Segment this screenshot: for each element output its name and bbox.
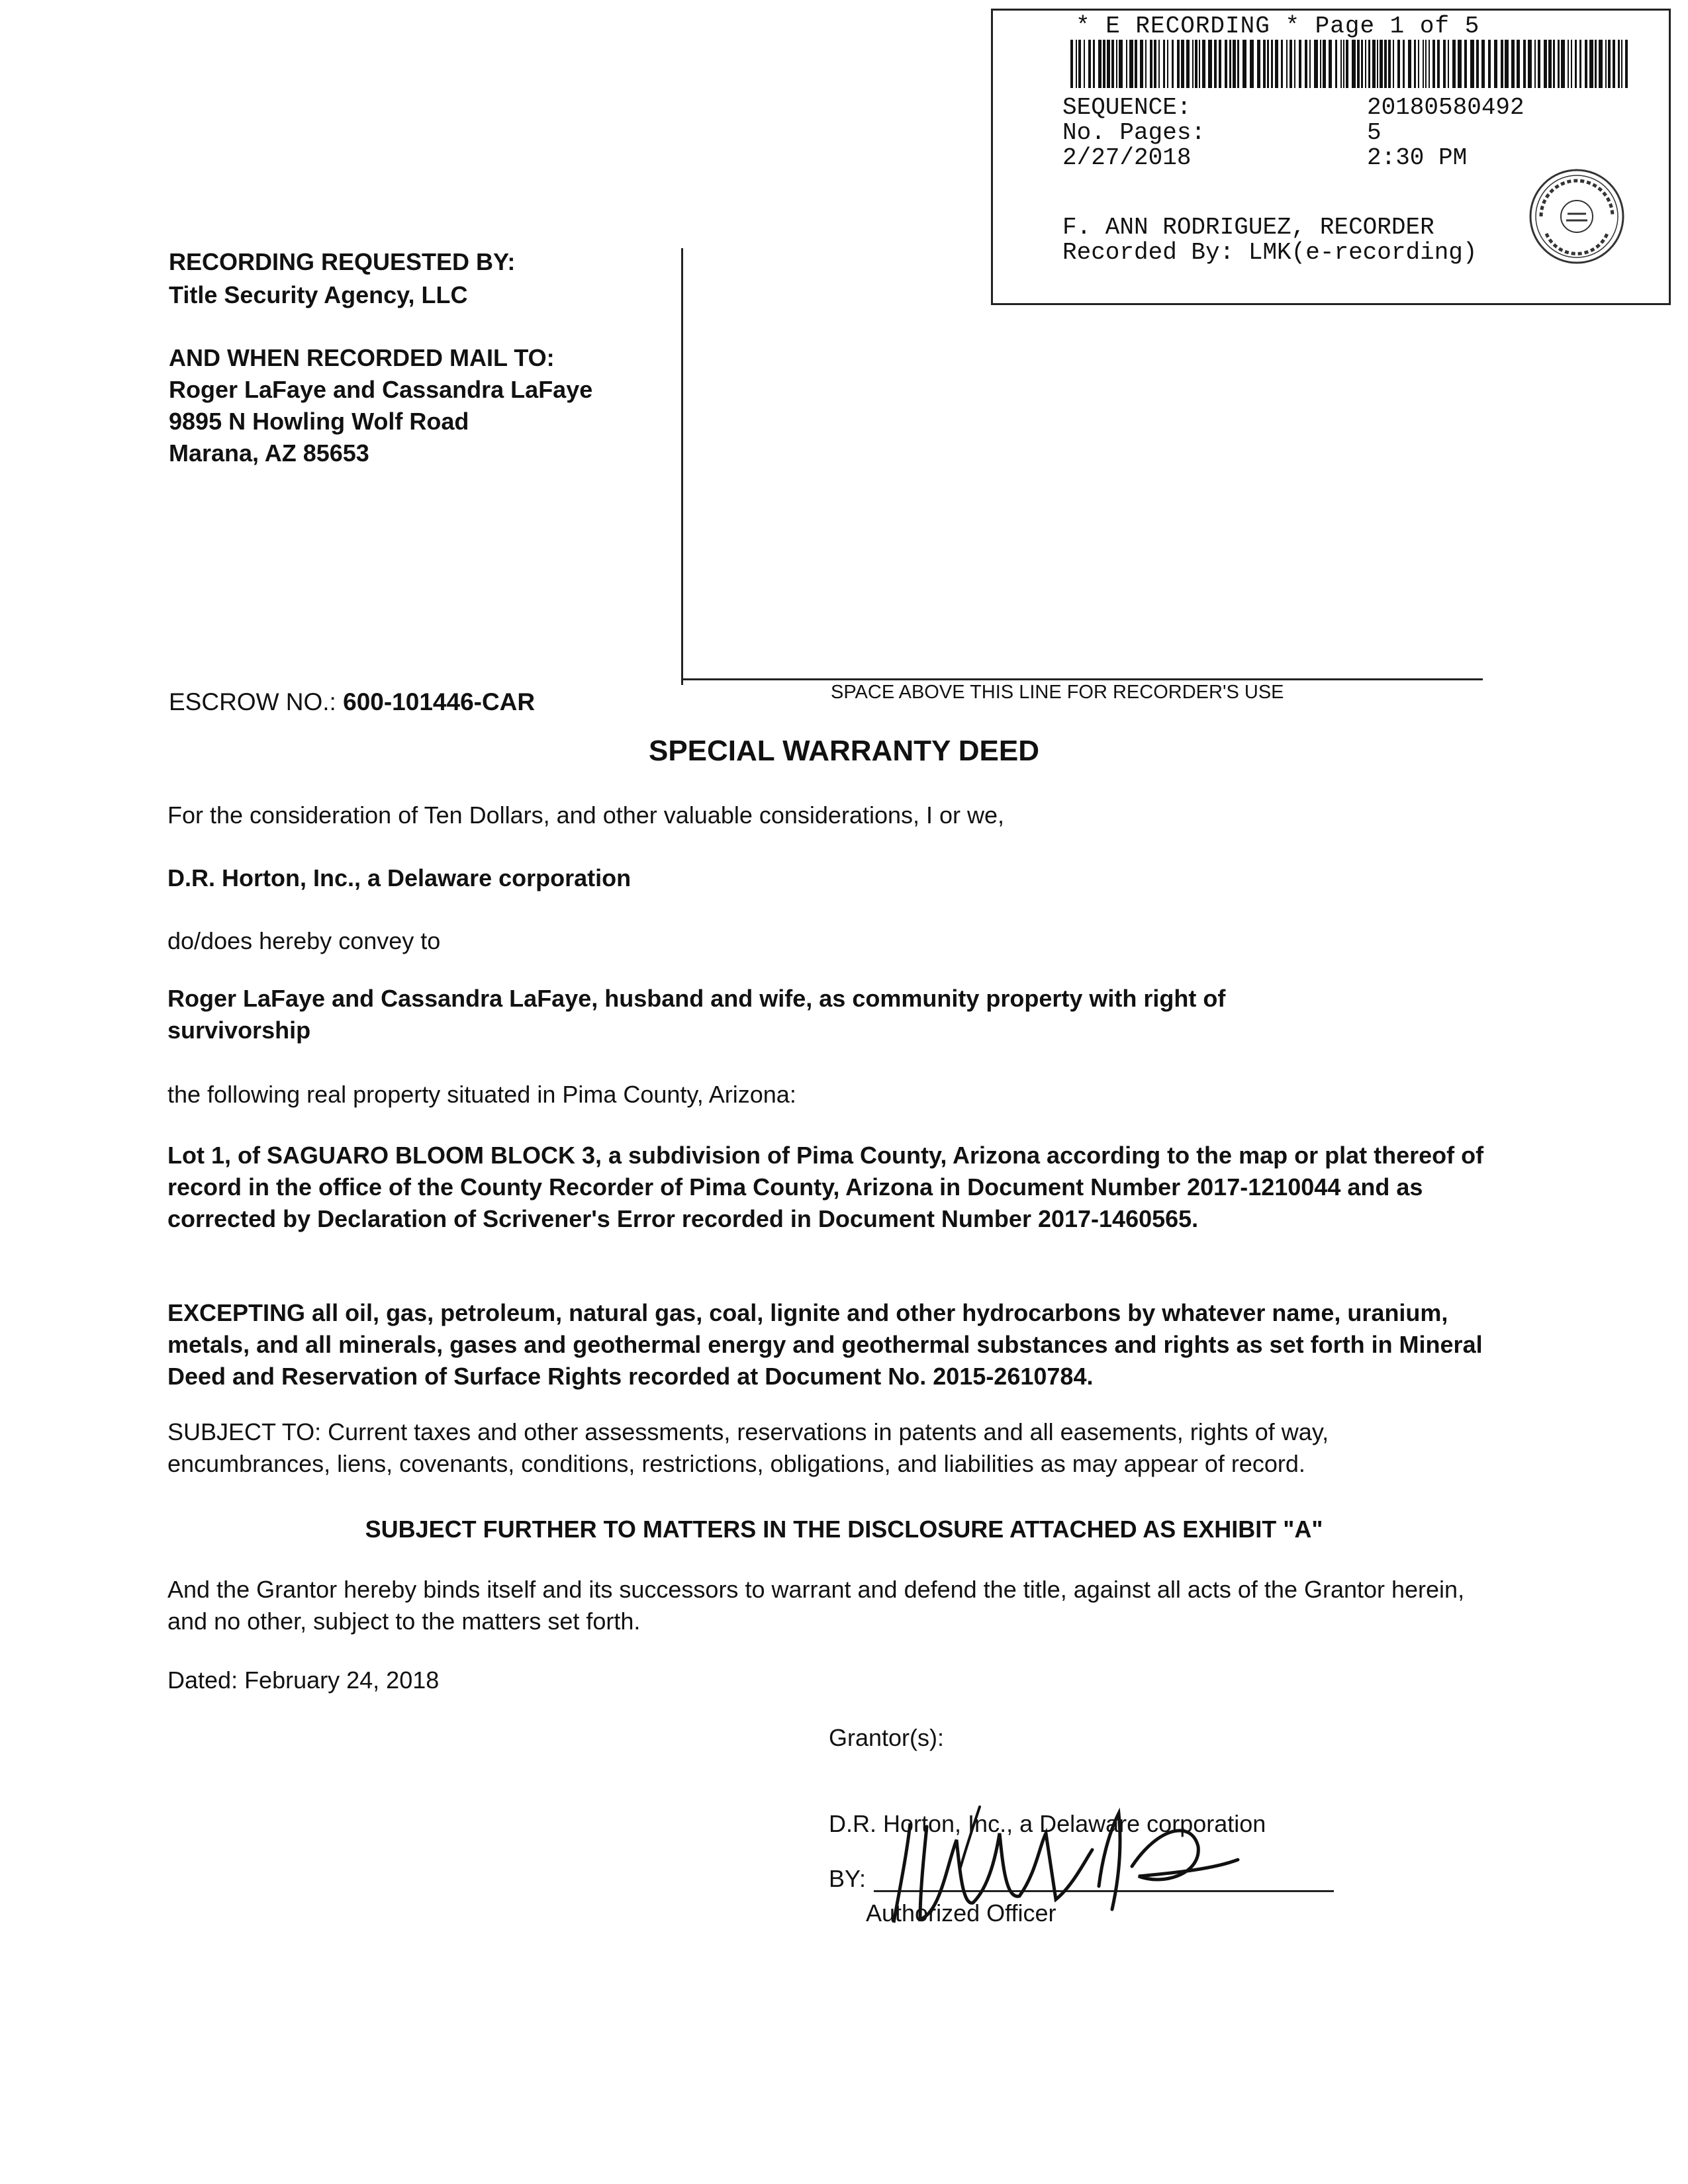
barcode-bar [1088, 40, 1091, 88]
barcode-bar [1267, 40, 1269, 88]
barcode-bar [1202, 40, 1205, 88]
barcode-bar [1384, 40, 1387, 88]
barcode-bar [1571, 40, 1572, 88]
recording-time: 2:30 PM [1367, 144, 1468, 171]
excepting-clause: EXCEPTING all oil, gas, petroleum, natural gas, coal, lignite and other hydrocarbons by whatever name, uranium, metals, and all minerals, gases and geothermal energy and geothermal substances and rights as set forth in Mineral Deed and Reservation of Surface Rights recorded at Document No. 2015-2610784. [167, 1299, 1483, 1390]
barcode-bar [1158, 40, 1160, 88]
barcode-bar [1281, 40, 1283, 88]
barcode-bar [1470, 40, 1474, 88]
barcode-bar [1414, 40, 1416, 88]
mail-to-city: Marana, AZ 85653 [169, 439, 369, 467]
barcode-bar [1605, 40, 1607, 88]
barcode-icon [1070, 40, 1630, 88]
barcode-bar [1452, 40, 1456, 88]
barcode-bar [1429, 40, 1430, 88]
barcode-bar [1585, 40, 1587, 88]
barcode-bar [1352, 40, 1356, 88]
recording-requested-label: RECORDING REQUESTED BY: [169, 248, 516, 275]
barcode-bar [1186, 40, 1190, 88]
barcode-bar [1343, 40, 1344, 88]
barcode-bar [1145, 40, 1147, 88]
barcode-bar [1305, 40, 1307, 88]
recording-header: * E RECORDING * Page 1 of 5 [1076, 13, 1480, 40]
barcode-bar [1225, 40, 1227, 88]
barcode-bar [1621, 40, 1622, 88]
barcode-bar [1323, 40, 1326, 88]
barcode-bar [1494, 40, 1497, 88]
barcode-bar [1208, 40, 1212, 88]
signature-grantor-name: D.R. Horton, Inc., a Delaware corporation [829, 1810, 1266, 1837]
divider-vertical [681, 248, 683, 685]
barcode-bar [1561, 40, 1565, 88]
barcode-bar [1314, 40, 1318, 88]
convey-clause: do/does hereby convey to [167, 927, 441, 954]
grantors-label: Grantor(s): [829, 1724, 945, 1751]
barcode-bar [1070, 40, 1073, 88]
barcode-bar [1443, 40, 1446, 88]
barcode-bar [1608, 40, 1611, 88]
barcode-bar [1517, 40, 1520, 88]
barcode-bar [1558, 40, 1560, 88]
barcode-bar [1294, 40, 1295, 88]
authorized-officer-label: Authorized Officer [866, 1899, 1056, 1927]
barcode-bar [1177, 40, 1180, 88]
barcode-bar [1618, 40, 1620, 88]
subject-further-clause: SUBJECT FURTHER TO MATTERS IN THE DISCLOSURE ATTACHED AS EXHIBIT "A" [365, 1516, 1323, 1543]
barcode-bar [1548, 40, 1552, 88]
barcode-bar [1448, 40, 1449, 88]
barcode-bar [1299, 40, 1301, 88]
barcode-bar [1437, 40, 1440, 88]
barcode-bar [1534, 40, 1536, 88]
escrow-label: ESCROW NO.: [169, 688, 336, 715]
mail-to-label: AND WHEN RECORDED MAIL TO: [169, 344, 555, 371]
barcode-bar [1219, 40, 1221, 88]
deed-title: SPECIAL WARRANTY DEED [648, 735, 1039, 767]
barcode-bar [1377, 40, 1378, 88]
barcode-bar [1135, 40, 1137, 88]
barcode-bar [1335, 40, 1337, 88]
barcode-bar [1625, 40, 1628, 88]
barcode-bar [1154, 40, 1156, 88]
barcode-bar [1575, 40, 1577, 88]
barcode-bar [1119, 40, 1123, 88]
barcode-bar [1199, 40, 1200, 88]
barcode-bar [1140, 40, 1143, 88]
barcode-bar [1107, 40, 1110, 88]
barcode-bar [1388, 40, 1391, 88]
barcode-bar [1309, 40, 1311, 88]
barcode-bar [1172, 40, 1174, 88]
barcode-bar [1501, 40, 1503, 88]
sequence-label: SEQUENCE: [1062, 94, 1192, 121]
dated: Dated: February 24, 2018 [167, 1666, 440, 1694]
recording-requested-value: Title Security Agency, LLC [169, 281, 468, 308]
barcode-bar [1380, 40, 1383, 88]
recorder-name: F. ANN RODRIGUEZ, RECORDER [1062, 214, 1434, 241]
barcode-bar [1116, 40, 1117, 88]
barcode-bar [1599, 40, 1603, 88]
barcode-bar [1357, 40, 1360, 88]
barcode-bar [1505, 40, 1509, 88]
recorded-by: Recorded By: LMK(e-recording) [1062, 239, 1477, 266]
barcode-bar [1214, 40, 1217, 88]
barcode-bar [1289, 40, 1292, 88]
barcode-bar [1511, 40, 1515, 88]
barcode-bar [1346, 40, 1348, 88]
barcode-bar [1250, 40, 1254, 88]
grantees: Roger LaFaye and Cassandra LaFaye, husband and wife, as community property with right of survivorship [167, 985, 1226, 1044]
pages-label: No. Pages: [1062, 119, 1206, 146]
barcode-bar [1481, 40, 1485, 88]
space-above-note: SPACE ABOVE THIS LINE FOR RECORDER'S USE [831, 682, 1284, 703]
recording-date: 2/27/2018 [1062, 144, 1192, 171]
barcode-bar [1432, 40, 1435, 88]
pages-value: 5 [1367, 119, 1382, 146]
barcode-bar [1263, 40, 1266, 88]
by-label: BY: [829, 1865, 867, 1892]
warranty-clause: And the Grantor hereby binds itself and its successors to warrant and defend the title, against all acts of the Grantor herein, and no other, subject to the matters set forth. [167, 1576, 1465, 1635]
sequence-value: 20180580492 [1367, 94, 1524, 121]
barcode-bar [1579, 40, 1581, 88]
barcode-bar [1523, 40, 1526, 88]
barcode-bar [1553, 40, 1555, 88]
barcode-bar [1423, 40, 1424, 88]
barcode-bar [1464, 40, 1467, 88]
barcode-bar [1397, 40, 1400, 88]
barcode-bar [1418, 40, 1419, 88]
barcode-bar [1257, 40, 1260, 88]
barcode-bar [1271, 40, 1273, 88]
barcode-bar [1167, 40, 1168, 88]
recorder-use-line [681, 678, 1483, 680]
barcode-bar [1126, 40, 1127, 88]
escrow-number [169, 688, 535, 716]
barcode-bar [1286, 40, 1288, 88]
barcode-bar [1476, 40, 1479, 88]
property-intro: the following real property situated in Pima County, Arizona: [167, 1081, 796, 1108]
barcode-bar [1163, 40, 1165, 88]
barcode-bar [1093, 40, 1095, 88]
barcode-bar [1329, 40, 1332, 88]
barcode-bar [1275, 40, 1278, 88]
barcode-bar [1243, 40, 1246, 88]
barcode-bar [1150, 40, 1152, 88]
barcode-bar [1320, 40, 1321, 88]
barcode-bar [1076, 40, 1077, 88]
barcode-bar [1237, 40, 1239, 88]
barcode-bar [1233, 40, 1236, 88]
barcode-bar [1365, 40, 1366, 88]
subject-to-clause: SUBJECT TO: Current taxes and other assessments, reservations in patents and all easements, rights of way, encumbrances, liens, covenants, conditions, restrictions, obligations, and liabilities as may appear of record. [167, 1418, 1329, 1477]
barcode-bar [1544, 40, 1547, 88]
county-recorder-seal-icon [1528, 167, 1626, 265]
barcode-bar [1488, 40, 1491, 88]
mail-to-name: Roger LaFaye and Cassandra LaFaye [169, 376, 593, 403]
barcode-bar [1372, 40, 1376, 88]
mail-to-street: 9895 N Howling Wolf Road [169, 408, 469, 435]
grantor-entity: D.R. Horton, Inc., a Delaware corporation [167, 864, 632, 891]
barcode-bar [1103, 40, 1105, 88]
barcode-bar [1425, 40, 1427, 88]
barcode-bar [1084, 40, 1085, 88]
barcode-bar [1340, 40, 1342, 88]
barcode-bar [1361, 40, 1363, 88]
barcode-bar [1408, 40, 1411, 88]
barcode-bar [1403, 40, 1405, 88]
barcode-bar [1613, 40, 1615, 88]
barcode-bar [1595, 40, 1597, 88]
escrow-value: 600-101446-CAR [343, 688, 536, 715]
recorder-stamp-box [991, 9, 1671, 305]
consideration-clause: For the consideration of Ten Dollars, and other valuable considerations, I or we, [167, 801, 1005, 829]
barcode-bar [1195, 40, 1197, 88]
barcode-bar [1458, 40, 1462, 88]
barcode-bar [1181, 40, 1184, 88]
barcode-bar [1111, 40, 1114, 88]
barcode-bar [1538, 40, 1540, 88]
barcode-bar [1192, 40, 1194, 88]
handwritten-signature [880, 1787, 1251, 1933]
barcode-bar [1568, 40, 1569, 88]
barcode-bar [1368, 40, 1370, 88]
barcode-bar [1393, 40, 1394, 88]
barcode-bar [1229, 40, 1231, 88]
barcode-bar [1528, 40, 1532, 88]
barcode-bar [1129, 40, 1133, 88]
barcode-bar [1078, 40, 1081, 88]
barcode-bar [1098, 40, 1102, 88]
legal-description: Lot 1, of SAGUARO BLOOM BLOCK 3, a subdivision of Pima County, Arizona according to the map or plat thereof of record in the office of the County Recorder of Pima County, Arizona in Document Number 2017-1210044 and as corrected by Declaration of Scrivener's Error recorded in Document Number 2017-1460565. [167, 1142, 1484, 1232]
barcode-bar [1589, 40, 1593, 88]
